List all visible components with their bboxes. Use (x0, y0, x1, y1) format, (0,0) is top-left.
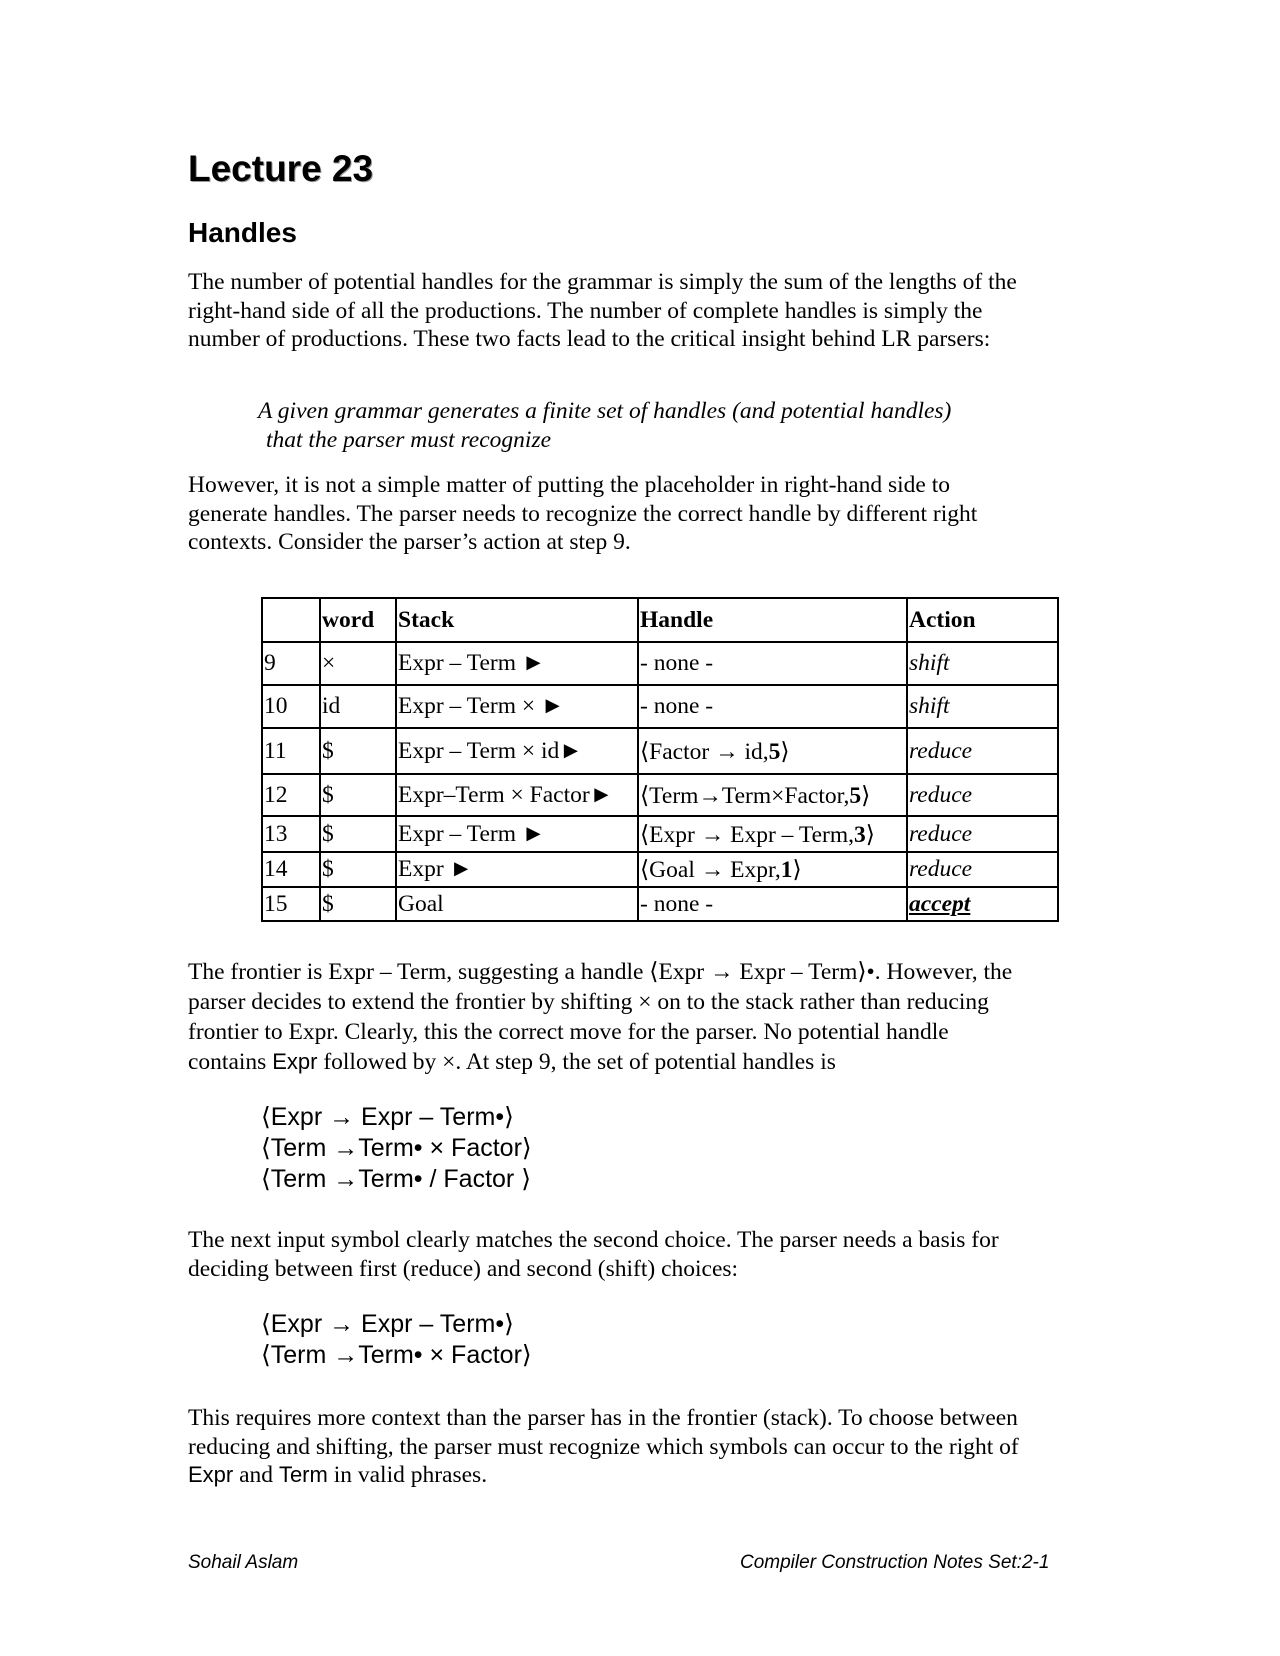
however-line: However, it is not a simple matter of putting the placeholder in right-hand side to (188, 472, 950, 498)
table-row (262, 816, 1058, 852)
potential-handles-list (261, 1102, 532, 1195)
potential-handle: ⟨Term →Term• / Factor ⟩ (261, 1165, 531, 1193)
word-cell: $ (320, 852, 396, 887)
context-line: This requires more context than the parser has in the frontier (stack). To choose between (188, 1405, 1018, 1431)
however-line: contexts. Consider the parser’s action at step 9. (188, 529, 631, 555)
table-row (262, 728, 1058, 774)
step-cell: 13 (262, 816, 320, 852)
action-cell: accept (907, 887, 1058, 921)
context-line: reducing and shifting, the parser must recognize which symbols can occur to the right of (188, 1433, 1019, 1460)
handle-cell: ⟨Term→Term×Factor,5⟩ (638, 774, 907, 816)
footer-author: Sohail Aslam (188, 1552, 299, 1573)
action-cell: shift (907, 642, 1058, 685)
stack-cell: Expr – Term ► (396, 816, 638, 852)
header-step (262, 598, 320, 642)
word-cell: $ (320, 728, 396, 774)
choice-handle: ⟨Term →Term• × Factor⟩ (261, 1341, 532, 1369)
word-cell: $ (320, 887, 396, 921)
intro-line: number of productions. These two facts lead to the critical insight behind LR parsers: (188, 326, 991, 352)
handle-cell: ⟨Goal → Expr,1⟩ (638, 852, 907, 887)
next-input-line: deciding between first (reduce) and second (shift) choices: (188, 1255, 739, 1282)
stack-cell: Expr – Term × ► (396, 685, 638, 728)
handle-cell: - none - (638, 887, 907, 921)
action-cell: shift (907, 685, 1058, 728)
step-cell: 14 (262, 852, 320, 887)
header-handle: Handle (638, 598, 907, 642)
table-row (262, 887, 1058, 921)
stack-cell: Expr–Term × Factor► (396, 774, 638, 816)
insight-line: that the parser must recognize (266, 426, 552, 453)
step-cell: 15 (262, 887, 320, 921)
action-cell: reduce (907, 816, 1058, 852)
however-line: generate handles. The parser needs to recognize the correct handle by different right (188, 500, 978, 527)
context-line: Expr and Term in valid phrases. (188, 1462, 488, 1488)
step-cell: 10 (262, 685, 320, 728)
section-title: Handles (188, 217, 297, 248)
table-row (262, 774, 1058, 816)
table-row (262, 685, 1058, 728)
frontier-line: The frontier is Expr – Term, suggesting a handle ⟨Expr → Expr – Term⟩•. However, the (188, 959, 1013, 985)
stack-cell: Expr ► (396, 852, 638, 887)
frontier-paragraph (188, 957, 1088, 1077)
stack-cell: Goal (396, 887, 638, 921)
handle-cell: - none - (638, 642, 907, 685)
lecture-title: Lecture 23 (188, 148, 374, 189)
choices-list (261, 1309, 532, 1371)
word-cell: id (320, 685, 396, 728)
word-cell: $ (320, 816, 396, 852)
intro-paragraph (188, 268, 1088, 354)
step-cell: 9 (262, 642, 320, 685)
handle-cell: ⟨Factor → id,5⟩ (638, 728, 907, 774)
header-stack: Stack (396, 598, 638, 642)
intro-line: right-hand side of all the productions. The number of complete handles is simply the (188, 297, 983, 324)
context-paragraph (188, 1404, 1088, 1490)
action-cell: reduce (907, 728, 1058, 774)
handle-cell: - none - (638, 685, 907, 728)
header-word: word (320, 598, 396, 642)
header-action: Action (907, 598, 1058, 642)
stack-cell: Expr – Term ► (396, 642, 638, 685)
next-input-line: The next input symbol clearly matches the second choice. The parser needs a basis for (188, 1227, 999, 1253)
handle-cell: ⟨Expr → Expr – Term,3⟩ (638, 816, 907, 852)
next-input-paragraph (188, 1226, 1088, 1283)
insight-quote (258, 397, 951, 454)
action-cell: reduce (907, 774, 1058, 816)
insight-line: A given grammar generates a finite set of handles (and potential handles) (258, 398, 952, 424)
table-row (262, 642, 1058, 685)
step-cell: 11 (262, 728, 320, 774)
however-paragraph (188, 471, 1088, 557)
table-row (262, 852, 1058, 887)
word-cell: $ (320, 774, 396, 816)
word-cell: × (320, 642, 396, 685)
stack-cell: Expr – Term × id► (396, 728, 638, 774)
frontier-line: contains Expr followed by ×. At step 9, the set of potential handles is (188, 1049, 836, 1075)
footer-course: Compiler Construction Notes Set:2-1 (740, 1552, 1050, 1573)
intro-line: The number of potential handles for the grammar is simply the sum of the lengths of the (188, 269, 1017, 295)
step-cell: 12 (262, 774, 320, 816)
parse-table (261, 597, 1059, 922)
frontier-line: parser decides to extend the frontier by shifting × on to the stack rather than reducing (188, 989, 989, 1015)
potential-handle: ⟨Expr → Expr – Term•⟩ (261, 1103, 514, 1131)
potential-handle: ⟨Term →Term• × Factor⟩ (261, 1134, 532, 1162)
choice-handle: ⟨Expr → Expr – Term•⟩ (261, 1310, 514, 1338)
frontier-line: frontier to Expr. Clearly, this the correct move for the parser. No potential handle (188, 1019, 949, 1045)
action-cell: reduce (907, 852, 1058, 887)
table-header-row (262, 598, 1058, 642)
